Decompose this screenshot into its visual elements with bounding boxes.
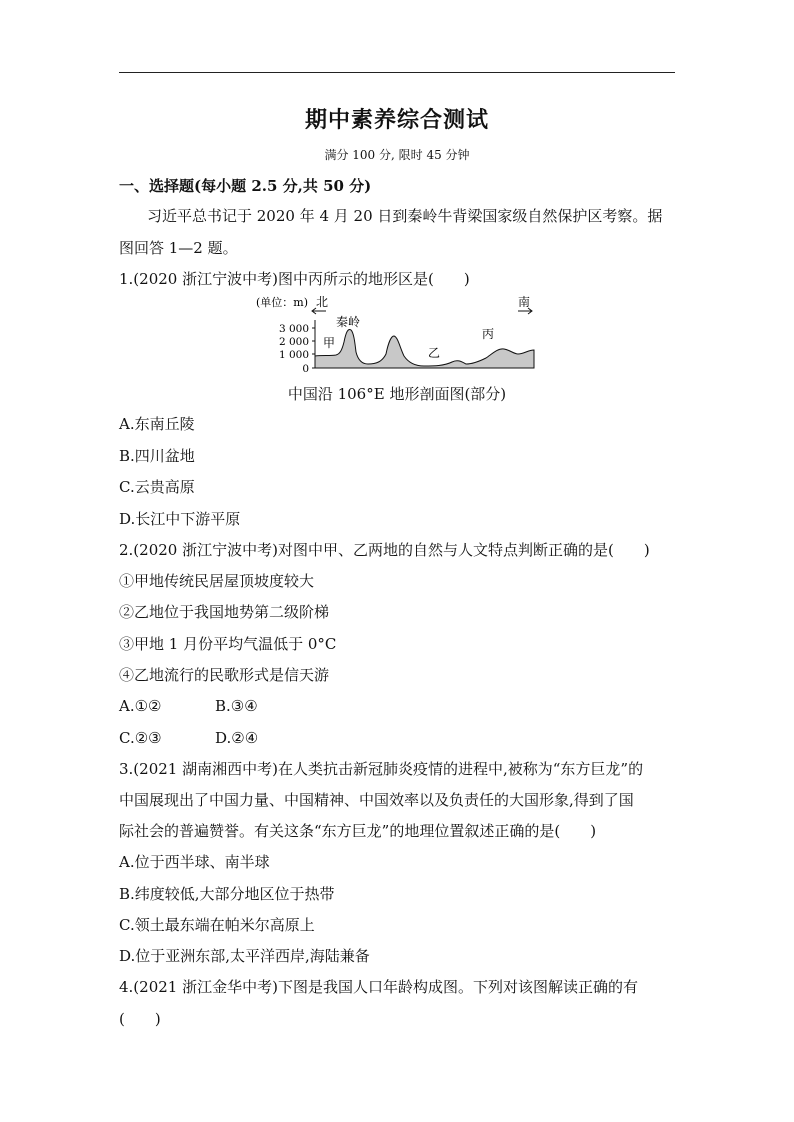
q3-option-b[interactable]: B.纬度较低,大部分地区位于热带 bbox=[119, 885, 335, 903]
page-subtitle: 满分 100 分, 限时 45 分钟 bbox=[324, 148, 470, 162]
question-3-line3-close: ) bbox=[590, 822, 597, 840]
question-4-open-paren: ( bbox=[119, 1010, 125, 1028]
intro-text-line2: 图回答 1—2 题。 bbox=[119, 239, 238, 257]
q2-option-d[interactable]: D.②④ bbox=[215, 729, 259, 747]
question-3-line3-text: 际社会的普遍赞誉。有关这条“东方巨龙”的地理位置叙述正确的是( bbox=[119, 822, 561, 840]
intro-text-line1: 习近平总书记于 2020 年 4 月 20 日到秦岭牛背梁国家级自然保护区考察。据 bbox=[147, 207, 663, 225]
figure-caption: 中国沿 106°E 地形剖面图(部分) bbox=[287, 385, 507, 403]
q2-statement-3: ③甲地 1 月份平均气温低于 0°C bbox=[119, 635, 337, 653]
north-label: 北 bbox=[316, 295, 329, 309]
yi-label: 乙 bbox=[428, 346, 441, 360]
q1-option-d[interactable]: D.长江中下游平原 bbox=[119, 510, 241, 528]
bing-label: 丙 bbox=[482, 327, 495, 341]
q1-option-b[interactable]: B.四川盆地 bbox=[119, 447, 195, 465]
q1-option-c[interactable]: C.云贵高原 bbox=[119, 478, 195, 496]
q2-statement-4: ④乙地流行的民歌形式是信天游 bbox=[119, 666, 330, 684]
q2-statement-1: ①甲地传统民居屋顶坡度较大 bbox=[119, 572, 315, 590]
question-3-line2: 中国展现出了中国力量、中国精神、中国效率以及负责任的大国形象,得到了国 bbox=[119, 791, 634, 809]
question-2-stem-text: 2.(2020 浙江宁波中考)对图中甲、乙两地的自然与人文特点判断正确的是( bbox=[119, 541, 614, 559]
q2-option-b[interactable]: B.③④ bbox=[215, 697, 258, 715]
question-4-line1: 4.(2021 浙江金华中考)下图是我国人口年龄构成图。下列对该图解读正确的有 bbox=[119, 978, 638, 996]
question-3-line1: 3.(2021 湖南湘西中考)在人类抗击新冠肺炎疫情的进程中,被称为“东方巨龙”的 bbox=[119, 760, 644, 778]
question-3-line3 bbox=[119, 821, 596, 841]
q3-option-c[interactable]: C.领土最东端在帕米尔高原上 bbox=[119, 916, 315, 934]
question-1-stem-close: ) bbox=[463, 270, 470, 288]
q2-statement-2: ②乙地位于我国地势第二级阶梯 bbox=[119, 603, 330, 621]
terrain-profile-figure bbox=[252, 292, 542, 376]
y-tick-label: 0 bbox=[302, 363, 309, 375]
question-2-stem bbox=[119, 540, 650, 560]
section-heading: 一、选择题(每小题 2.5 分,共 50 分) bbox=[119, 177, 372, 195]
jia-label: 甲 bbox=[323, 336, 336, 350]
q3-option-a[interactable]: A.位于西半球、南半球 bbox=[119, 853, 270, 871]
y-tick-label: 2 000 bbox=[278, 336, 309, 348]
y-tick-label: 3 000 bbox=[278, 323, 309, 335]
q2-option-c[interactable]: C.②③ bbox=[119, 729, 162, 747]
terrain-profile bbox=[315, 330, 534, 369]
question-1-stem bbox=[119, 269, 470, 289]
question-1-stem-text: 1.(2020 浙江宁波中考)图中丙所示的地形区是( bbox=[119, 270, 434, 288]
qinling-label: 秦岭 bbox=[336, 315, 361, 329]
q3-option-d[interactable]: D.位于亚洲东部,太平洋西岸,海陆兼备 bbox=[119, 947, 370, 965]
south-label: 南 bbox=[518, 295, 531, 309]
question-4-close-paren: ) bbox=[154, 1010, 161, 1028]
q1-option-a[interactable]: A.东南丘陵 bbox=[119, 415, 195, 433]
question-4-line2 bbox=[119, 1009, 161, 1029]
y-tick-label: 1 000 bbox=[278, 349, 309, 361]
page-title: 期中素养综合测试 bbox=[304, 108, 489, 133]
unit-label: (单位：m) bbox=[256, 296, 309, 309]
q2-option-a[interactable]: A.①② bbox=[119, 697, 162, 715]
header-rule bbox=[119, 72, 675, 73]
question-2-stem-close: ) bbox=[643, 541, 650, 559]
